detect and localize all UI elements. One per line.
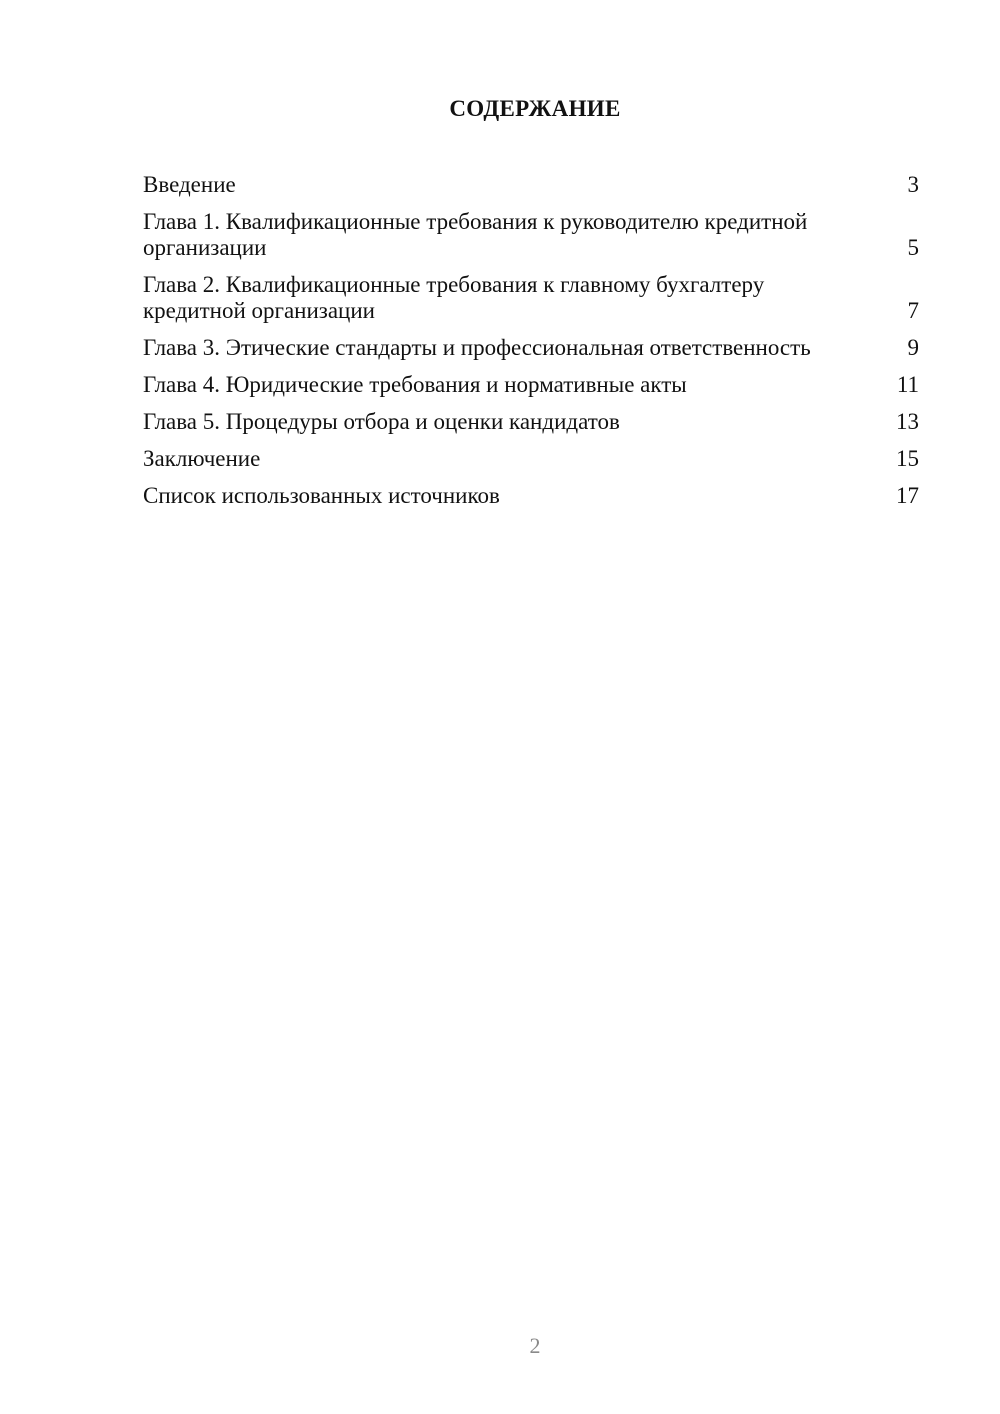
toc-entry-references (143, 483, 919, 509)
toc-entry-title: Глава 1. Квалификационные требования к руководителю кредитной организации (143, 209, 808, 260)
page-number: 2 (529, 1333, 541, 1358)
toc-entry-title: Глава 2. Квалификационные требования к главному бухгалтеру кредитной организации (143, 272, 765, 323)
toc-entry-introduction (143, 172, 919, 198)
page-title: СОДЕРЖАНИЕ (449, 96, 621, 121)
toc-entry-page: 15 (896, 446, 919, 471)
toc-entry-title: Список использованных источников (143, 483, 500, 508)
toc-entry-page: 13 (896, 409, 919, 434)
toc-entry-page: 3 (907, 172, 919, 197)
toc-entry-page: 5 (907, 235, 919, 260)
toc-entry-chapter-3 (143, 335, 919, 361)
toc-entry-title: Заключение (143, 446, 261, 471)
toc-entry-title: Глава 3. Этические стандарты и профессиональная ответственность (143, 335, 811, 360)
toc-entry-chapter-4 (143, 372, 919, 398)
table-of-contents (143, 172, 919, 520)
toc-entry-page: 17 (896, 483, 919, 508)
toc-entry-chapter-5 (143, 409, 919, 435)
toc-entry-chapter-2 (143, 272, 919, 324)
toc-entry-title: Глава 5. Процедуры отбора и оценки кандидатов (143, 409, 620, 434)
toc-entry-title: Введение (143, 172, 236, 197)
toc-entry-page: 7 (907, 298, 919, 323)
toc-entry-chapter-1 (143, 209, 919, 261)
toc-entry-conclusion (143, 446, 919, 472)
toc-entry-page: 11 (896, 372, 919, 397)
toc-entry-title: Глава 4. Юридические требования и нормативные акты (143, 372, 687, 397)
toc-entry-page: 9 (907, 335, 919, 360)
